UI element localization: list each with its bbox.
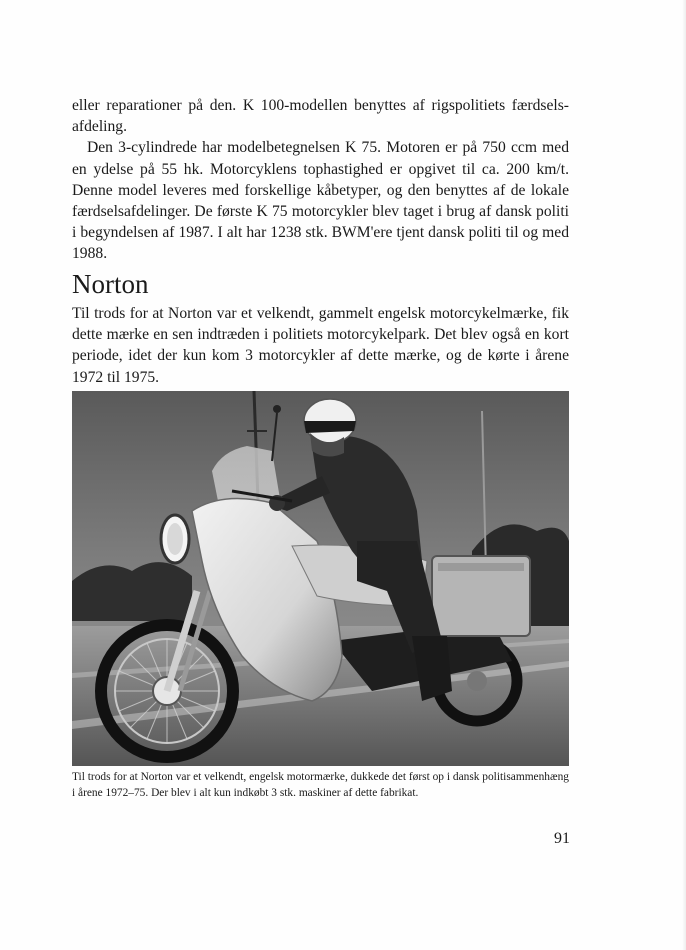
- paragraph-continuation: eller reparationer på den. K 100-modellen benyttes af rigspolitiets færdselsafdeling.: [72, 97, 569, 136]
- photo-caption: Til trods for at Norton var et velkendt, engelsk motormærke, dukkede det først op i dansk politisammenhæng i årene 1972–75. Der blev i alt kun indkøbt 3 stk. maskiner af dette fabrikat.: [72, 771, 569, 799]
- page-number: 91: [554, 830, 570, 847]
- page-edge-shade: [682, 0, 686, 950]
- intro-text: [72, 95, 569, 265]
- norton-text: [72, 303, 569, 388]
- paragraph-norton: Til trods for at Norton var et velkendt, gammelt engelsk motorcykelmærke, fik dette mærke en sen indtræden i politiets motorcykelpark. Det blev også en kort periode, idet der kun kom 3 motorcykler af dette mærke, og de kørte i årene 1972 til 1975.: [72, 305, 569, 386]
- photo-police-motorcycle: [72, 391, 569, 766]
- section-heading-norton: Norton: [72, 269, 149, 299]
- paragraph-k75: Den 3-cylindrede har modelbetegnelsen K 75. Motoren er på 750 ccm med en ydelse på 55 hk. Motorcyklens tophastighed er opgivet til ca. 200 km/t. Denne model leveres med forskellige kåbetyper, og den benyttes af de lokale færdselsafdelinger. De første K 75 motorcykler blev taget i brug af dansk politi i begyndelsen af 1987. I alt har 1238 stk. BWM'ere tjent dansk politi til og med 1988.: [72, 139, 569, 263]
